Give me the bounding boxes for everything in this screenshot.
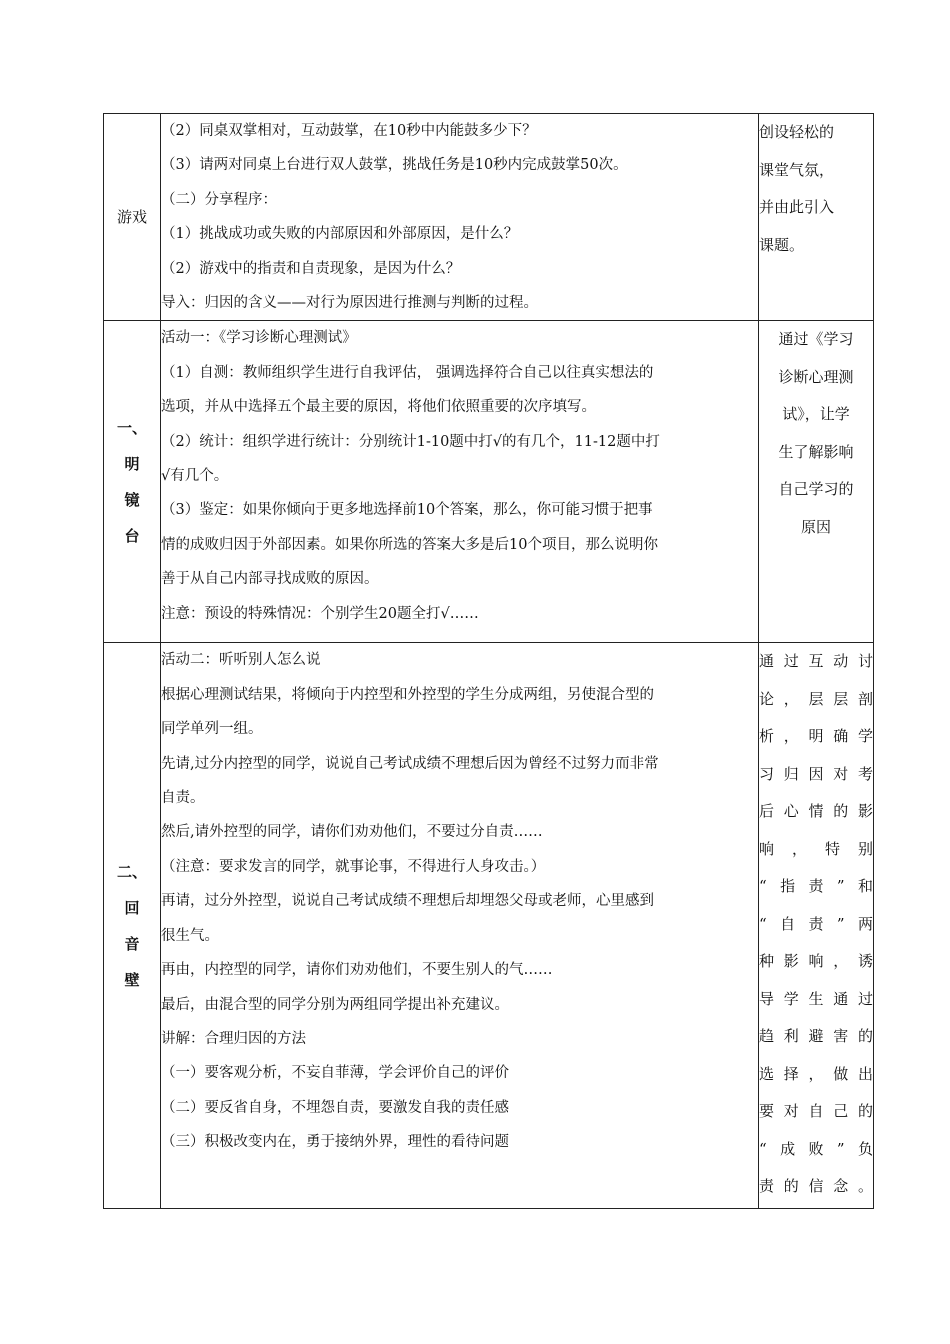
label-char: 明	[124, 454, 140, 473]
note-line: 并由此引入	[759, 198, 835, 216]
content-line: （3）请两对同桌上台进行双人鼓掌，挑战任务是10秒内完成鼓掌50次。	[161, 157, 628, 174]
row-label-game: 游戏	[104, 114, 161, 321]
note-line: “指责”和	[759, 877, 873, 896]
note-line: 责的信念。	[759, 1177, 873, 1196]
content-line: （二）分享程序：	[161, 191, 277, 208]
label-char: 音	[124, 934, 140, 953]
note-line: 试》，让学	[782, 405, 850, 424]
note-line: 习归因对考	[759, 764, 873, 783]
note-line: 导学生通过	[759, 989, 873, 1008]
label-char: 一、	[116, 418, 147, 437]
note-line: 响，特别	[759, 839, 873, 858]
note-line: 种影响，诱	[759, 952, 873, 971]
note-line: 通过互动讨	[759, 652, 873, 671]
content-line: （1）自测：教师组织学生进行自我评估， 强调选择符合自己以往真实想法的	[161, 364, 654, 381]
row-label-echo	[104, 643, 161, 1209]
content-line: 同学单列一组。	[161, 721, 263, 738]
label-char: 台	[124, 526, 140, 545]
row-note-game	[759, 114, 874, 321]
content-line: 再请，过分外控型，说说自己考试成绩不理想后却埋怨父母或老师，心里感到	[161, 893, 654, 910]
content-line: 再由，内控型的同学，请你们劝劝他们，不要生别人的气……	[161, 962, 553, 979]
content-line: 很生气。	[161, 927, 219, 944]
row-content-echo	[161, 643, 759, 1209]
content-line: 活动二：听听别人怎么说	[161, 652, 321, 669]
label-char: 二、	[116, 862, 147, 881]
row-content-mirror	[161, 321, 759, 643]
label-char: 回	[124, 898, 140, 917]
content-line: （3）鉴定：如果你倾向于更多地选择前10个答案，那么，你可能习惯于把事	[161, 502, 653, 519]
content-line: √有几个。	[161, 468, 229, 485]
note-line: 诊断心理测	[778, 367, 854, 386]
note-line: 课堂气氛，	[759, 160, 835, 179]
content-line: 注意：预设的特殊情况：个别学生20题全打√……	[161, 605, 479, 622]
row-label-mirror	[104, 321, 161, 643]
note-line: 生了解影响	[778, 442, 854, 461]
label-char: 镜	[124, 490, 140, 509]
content-line: 最后，由混合型的同学分别为两组同学提出补充建议。	[161, 996, 509, 1013]
note-line: 趋利避害的	[759, 1027, 873, 1046]
table-row-echo	[104, 643, 874, 1209]
table-row-game	[104, 114, 874, 321]
content-line: （注意：要求发言的同学，就事论事，不得进行人身攻击。）	[161, 858, 546, 875]
content-line: （1）挑战成功或失败的内部原因和外部原因，是什么？	[161, 226, 519, 243]
content-line: （2）游戏中的指责和自责现象，是因为什么？	[161, 260, 461, 277]
note-line: 原因	[800, 517, 831, 536]
row-note-echo	[759, 643, 874, 1209]
content-line: 导入：归因的含义——对行为原因进行推测与判断的过程。	[161, 295, 538, 312]
content-line: 善于从自己内部寻找成败的原因。	[161, 571, 379, 588]
note-line: 析，明确学	[759, 727, 873, 746]
content-line: （一）要客观分析，不妄自菲薄，学会评价自己的评价	[161, 1065, 509, 1082]
note-line: 要对自己的	[759, 1102, 873, 1121]
content-line: （二）要反省自身，不埋怨自责，要激发自我的责任感	[161, 1099, 509, 1116]
table-row-mirror	[104, 321, 874, 643]
label-char: 壁	[124, 970, 140, 989]
note-line: “成败”负	[759, 1139, 873, 1158]
content-line: 活动一：《学习诊断心理测试》	[161, 330, 357, 347]
note-line: 自己学习的	[778, 480, 854, 499]
note-line: 论，层层剖	[759, 689, 873, 708]
note-line: 通过《学习	[778, 330, 854, 349]
content-line: （2）同桌双掌相对，互动鼓掌，在10秒中内能鼓多少下？	[161, 123, 537, 139]
content-line: 根据心理测试结果，将倾向于内控型和外控型的学生分成两组，另使混合型的	[161, 686, 654, 703]
content-line: 自责。	[161, 790, 205, 807]
note-line: 后心情的影	[759, 802, 873, 821]
content-line: 讲解：合理归因的方法	[161, 1030, 306, 1047]
content-line: 选项，并从中选择五个最主要的原因，将他们依照重要的次序填写。	[161, 399, 596, 416]
row-content-game	[161, 114, 759, 321]
content-line: 情的成败归因于外部因素。如果你所选的答案大多是后10个项目，那么说明你	[161, 536, 658, 553]
note-line: 创设轻松的	[759, 123, 835, 141]
lesson-plan-table	[103, 113, 874, 1209]
content-line: （2）统计：组织学进行统计：分别统计1-10题中打√的有几个，11-12题中打	[161, 433, 660, 450]
content-line: 先请,过分内控型的同学，说说自己考试成绩不理想后因为曾经不过努力而非常	[161, 755, 659, 772]
note-line: “自责”两	[759, 914, 873, 933]
content-line: 然后,请外控型的同学，请你们劝劝他们，不要过分自责……	[161, 824, 543, 841]
content-line: （三）积极改变内在，勇于接纳外界，理性的看待问题	[161, 1134, 509, 1151]
row-note-mirror	[759, 321, 874, 643]
note-line: 选择，做出	[759, 1064, 873, 1083]
note-line: 课题。	[759, 235, 805, 254]
